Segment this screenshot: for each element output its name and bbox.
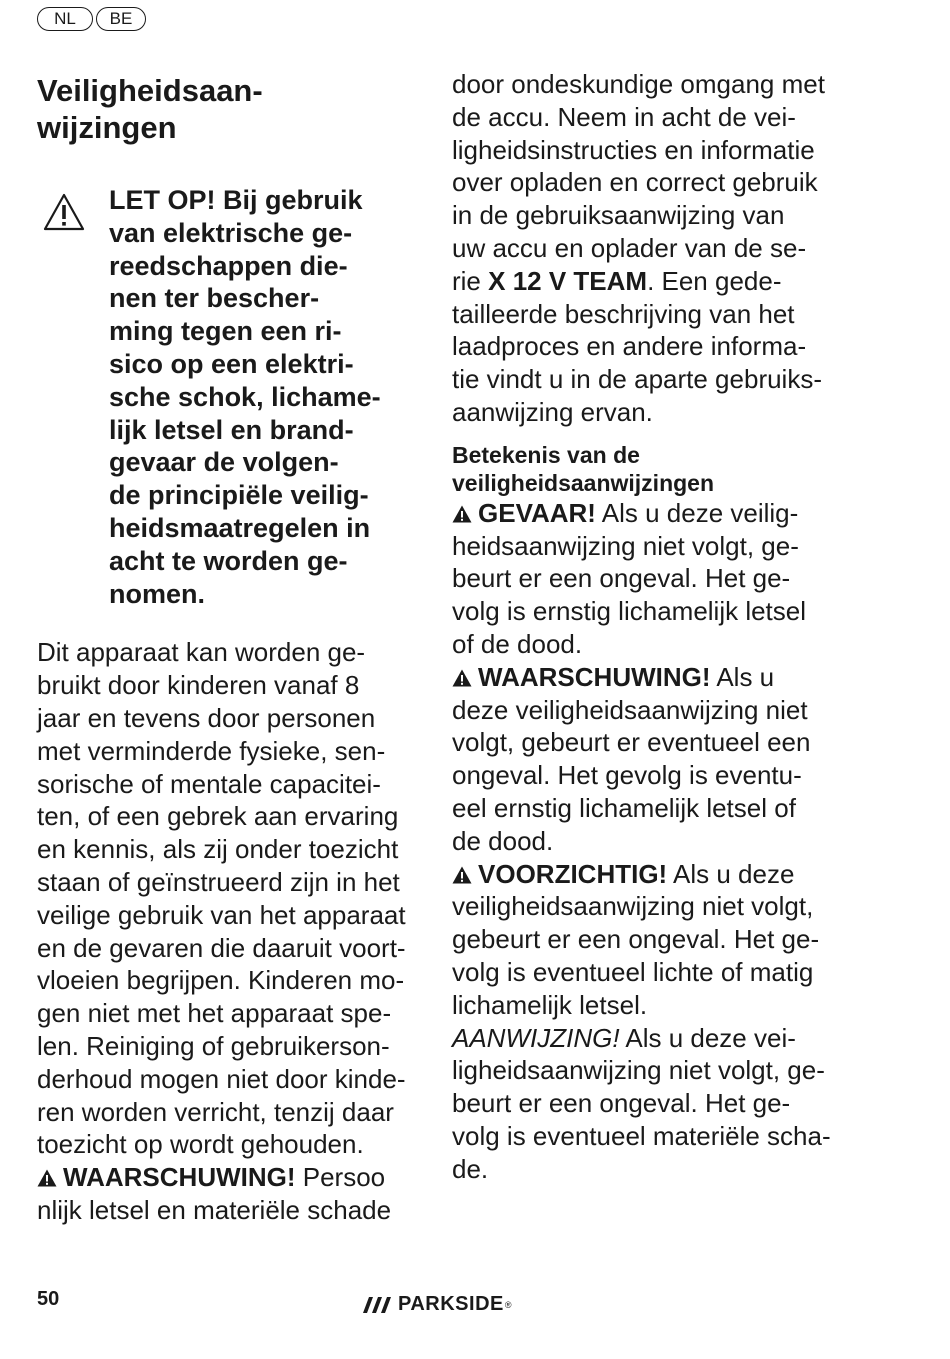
body-line: over opladen en correct gebruik bbox=[452, 167, 818, 198]
body-line: of de dood. bbox=[452, 628, 583, 659]
caution-line: de principiële veilig- bbox=[109, 480, 369, 511]
series-line bbox=[452, 265, 842, 298]
warning-triangle-icon bbox=[452, 669, 472, 687]
language-badge-nl: NL bbox=[37, 7, 93, 31]
body-line: door ondeskundige omgang met bbox=[452, 69, 825, 99]
body-line: in de gebruiksaanwijzing van bbox=[452, 200, 785, 231]
caution-line: nen ter bescher- bbox=[109, 283, 320, 314]
body-line: tie vindt u in de aparte gebruiks- bbox=[452, 364, 822, 395]
body-line: de accu. Neem in acht de vei- bbox=[452, 101, 796, 132]
notice-line bbox=[452, 1022, 842, 1055]
body-line: bruikt door kinderen vanaf 8 bbox=[37, 670, 360, 701]
body-line: ren worden verricht, tenzij daar bbox=[37, 1096, 394, 1127]
page-number: 50 bbox=[37, 1288, 60, 1310]
warning-text: Als u bbox=[710, 661, 775, 692]
body-line: jaar en tevens door personen bbox=[37, 702, 376, 733]
notice-label: AANWIJZING! bbox=[452, 1022, 620, 1053]
body-line: sorische of mentale capacitei- bbox=[37, 768, 381, 799]
danger-paragraph bbox=[452, 497, 842, 661]
caution-line: sche schok, lichame- bbox=[109, 381, 381, 412]
danger-label: GEVAAR! bbox=[478, 497, 596, 528]
body-line: laadproces en andere informa- bbox=[452, 331, 807, 362]
caution-line: LET OP! Bij gebruik bbox=[109, 185, 363, 215]
body-line: len. Reiniging of gebruikerson- bbox=[37, 1030, 390, 1061]
body-line: staan of geïnstrueerd zijn in het bbox=[37, 866, 400, 897]
caution-line bbox=[452, 858, 842, 891]
caution-line: nomen. bbox=[109, 578, 206, 609]
body-line: lichamelijk letsel. bbox=[452, 989, 648, 1020]
body-line: vloeien begrijpen. Kinderen mo- bbox=[37, 965, 405, 996]
parkside-slashes-icon bbox=[358, 1296, 392, 1314]
notice-text: Als u deze vei- bbox=[619, 1022, 796, 1053]
caution-line: sico op een elektri- bbox=[109, 348, 354, 379]
body-line: ligheidsinstructies en informatie bbox=[452, 134, 815, 165]
body-line: en de gevaren die daaruit voort- bbox=[37, 932, 406, 963]
body-line: de. bbox=[452, 1153, 489, 1184]
body-line: heidsaanwijzing niet volgt, ge- bbox=[452, 530, 799, 561]
body-line: gen niet met het apparaat spe- bbox=[37, 998, 392, 1029]
children-paragraph bbox=[37, 636, 427, 1226]
body-line: ten, of een gebrek aan ervaring bbox=[37, 801, 399, 832]
caution-line: van elektrische ge- bbox=[109, 217, 353, 248]
body-line: de dood. bbox=[452, 825, 554, 856]
body-line: volgt, gebeurt er eventueel een bbox=[452, 727, 811, 758]
caution-line: ming tegen een ri- bbox=[109, 316, 342, 347]
subheading-line: veiligheidsaanwijzingen bbox=[452, 469, 715, 496]
caution-line: reedschappen die- bbox=[109, 250, 348, 281]
body-line: Dit apparaat kan worden ge- bbox=[37, 637, 366, 668]
caution-label: VOORZICHTIG! bbox=[478, 858, 668, 889]
registered-mark: ® bbox=[504, 1299, 512, 1310]
body-line: ongeval. Het gevolg is eventu- bbox=[452, 760, 802, 791]
body-line: deze veiligheidsaanwijzing niet bbox=[452, 694, 808, 725]
series-suffix: . Een gede- bbox=[647, 265, 782, 296]
section-heading bbox=[37, 72, 427, 146]
left-column bbox=[37, 68, 427, 1227]
body-line: beurt er een ongeval. Het ge- bbox=[452, 1088, 791, 1119]
body-line: en kennis, als zij onder toezicht bbox=[37, 834, 399, 865]
notice-paragraph bbox=[452, 1022, 842, 1186]
heading-line: wijzingen bbox=[37, 110, 177, 145]
body-line: veiligheidsaanwijzing niet volgt, bbox=[452, 891, 814, 922]
body-line: aanwijzing ervan. bbox=[452, 396, 653, 427]
caution-text: Als u deze bbox=[667, 858, 795, 889]
body-line: gebeurt er een ongeval. Het ge- bbox=[452, 924, 820, 955]
body-line: tailleerde beschrijving van het bbox=[452, 298, 795, 329]
body-line: met verminderde fysieke, sen- bbox=[37, 735, 386, 766]
caution-line: acht te worden ge- bbox=[109, 545, 348, 576]
body-line: derhoud mogen niet door kinde- bbox=[37, 1063, 406, 1094]
body-line: volg is eventueel lichte of matig bbox=[452, 956, 814, 987]
warning-line bbox=[37, 1161, 427, 1194]
warning-label: WAARSCHUWING! bbox=[478, 661, 711, 692]
warning-triangle-icon bbox=[452, 866, 472, 884]
body-line: toezicht op wordt gehouden. bbox=[37, 1129, 364, 1160]
warning-text: Persoo bbox=[295, 1162, 386, 1193]
caution-line: heidsmaatregelen in bbox=[109, 512, 371, 543]
warning-line bbox=[452, 661, 842, 694]
body-line: veilige gebruik van het apparaat bbox=[37, 899, 406, 930]
caution-block bbox=[37, 184, 427, 610]
language-badge-be: BE bbox=[96, 7, 146, 31]
warning-triangle-icon bbox=[42, 192, 86, 232]
brand-logo bbox=[358, 1293, 512, 1316]
right-column bbox=[452, 68, 842, 1186]
body-line: eel ernstig lichamelijk letsel of bbox=[452, 792, 796, 823]
body-line: ligheidsaanwijzing niet volgt, ge- bbox=[452, 1055, 825, 1086]
caution-text bbox=[109, 184, 427, 610]
danger-text: Als u deze veilig- bbox=[595, 497, 799, 528]
caution-line: lijk letsel en brand- bbox=[109, 414, 354, 445]
body-line: volg is eventueel materiële scha- bbox=[452, 1120, 831, 1151]
warning-paragraph bbox=[452, 661, 842, 858]
body-line: beurt er een ongeval. Het ge- bbox=[452, 563, 791, 594]
body-line: uw accu en oplader van de se- bbox=[452, 232, 807, 263]
body-line: volg is ernstig lichamelijk letsel bbox=[452, 596, 807, 627]
heading-line: Veiligheidsaan- bbox=[37, 73, 263, 108]
caution-line: gevaar de volgen- bbox=[109, 447, 339, 478]
series-prefix: rie bbox=[452, 265, 489, 296]
subheading bbox=[452, 441, 842, 497]
subheading-line: Betekenis van de bbox=[452, 441, 640, 468]
warning-triangle-icon bbox=[452, 505, 472, 523]
body-line: nlijk letsel en materiële schade bbox=[37, 1194, 392, 1225]
caution-paragraph bbox=[452, 858, 842, 1022]
warning-label: WAARSCHUWING! bbox=[63, 1162, 296, 1193]
warning-triangle-icon bbox=[37, 1169, 57, 1187]
brand-name: PARKSIDE bbox=[398, 1293, 504, 1315]
series-name: X 12 V TEAM bbox=[488, 265, 648, 296]
danger-line bbox=[452, 497, 842, 530]
